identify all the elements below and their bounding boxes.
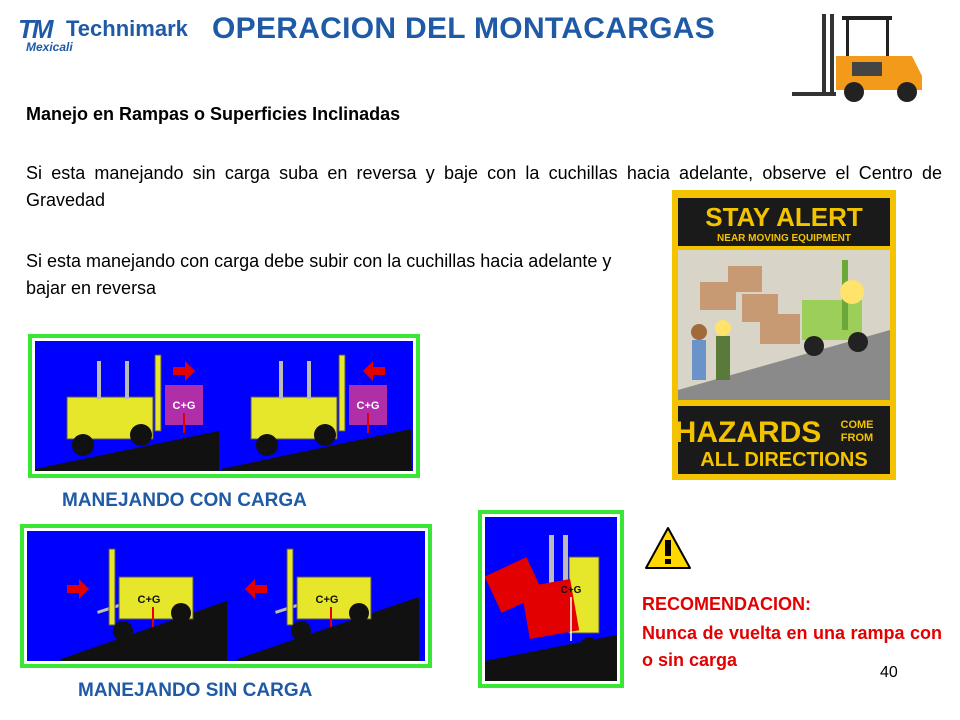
paragraph-unloaded-instructions: Si esta manejando sin carga suba en reversa y baje con la cuchillas hacia adelante, observe el Centro de Gravedad xyxy=(26,163,942,210)
cg-label: C+G xyxy=(356,400,380,412)
diagram-unloaded xyxy=(20,524,432,668)
arrow-right-icon xyxy=(173,361,195,381)
cg-label: C+G xyxy=(172,400,196,412)
cg-label: C+G xyxy=(137,594,161,606)
poster-top-heading: STAY ALERT xyxy=(705,202,863,232)
arrow-left-icon xyxy=(245,579,267,599)
page-number: 40 xyxy=(880,664,898,681)
poster-from: FROM xyxy=(840,432,874,444)
poster-bottom-subheading: ALL DIRECTIONS xyxy=(700,449,868,471)
caption-loaded: MANEJANDO CON CARGA xyxy=(62,490,307,511)
logo-mark: TM xyxy=(18,14,52,44)
diagram-turning-on-ramp xyxy=(478,510,624,688)
poster-bottom-heading: HAZARDS xyxy=(674,416,822,449)
caption-unloaded: MANEJANDO SIN CARGA xyxy=(78,680,313,701)
forklift-photo xyxy=(792,6,942,106)
diagram-loaded xyxy=(28,334,420,478)
recommendation-title: RECOMENDACION: xyxy=(642,594,811,614)
logo-brand: Technimark xyxy=(66,16,188,41)
warning-icon xyxy=(644,526,692,570)
poster-top-subheading: NEAR MOVING EQUIPMENT xyxy=(717,233,851,244)
page-title: OPERACION DEL MONTACARGAS xyxy=(212,12,716,45)
cg-label: C+G xyxy=(315,594,339,606)
company-logo xyxy=(18,12,198,52)
arrow-left-icon xyxy=(363,361,385,381)
paragraph-loaded-instructions: Si esta manejando con carga debe subir con la cuchillas hacia adelante y bajar en reversa xyxy=(26,251,612,298)
cg-label: C+G xyxy=(560,585,582,596)
section-subtitle: Manejo en Rampas o Superficies Inclinadas xyxy=(26,104,401,124)
recommendation-text: Nunca de vuelta en una rampa con o sin carga xyxy=(642,623,942,670)
arrow-right-icon xyxy=(67,579,89,599)
safety-poster xyxy=(672,190,896,480)
logo-city: Mexicali xyxy=(26,40,73,54)
poster-come: COME xyxy=(840,419,874,431)
